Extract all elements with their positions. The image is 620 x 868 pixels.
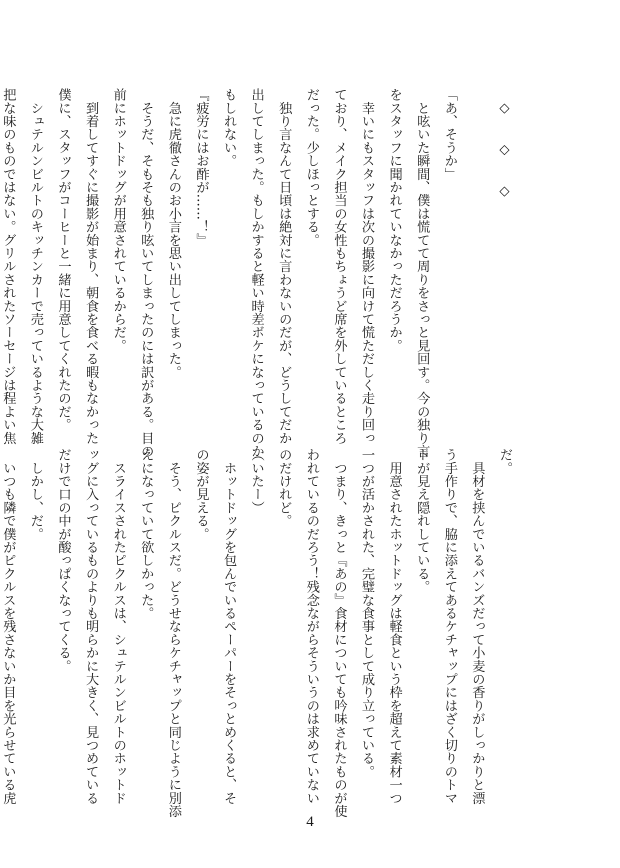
text-line: をスタッフに聞かれていなかっただろうか。 [386, 88, 402, 352]
text-line: 用意されたホットドッグは軽食という枠を超えて素材一つ [386, 448, 402, 805]
text-line: のだけれど。 [276, 448, 292, 528]
page-number: 4 [306, 814, 314, 830]
text-line: ッグに入っているものよりも明らかに大きく、見つめている [83, 448, 99, 805]
text-line: 出してしまった。もしかすると軽い時差ボケになっているのか [248, 88, 264, 458]
text-line: つまり、きっと『あの』食材についても吟味されたものが使 [331, 448, 347, 818]
text-line: 一つが活かされた、完璧な食事として成り立っている。 [359, 448, 375, 778]
text-line: 前にホットドッグが用意されているからだ。 [110, 88, 126, 352]
text-line: ており、メイク担当の女性もちょうど席を外しているところ [331, 88, 347, 445]
text-line: 「あ、そうか」 [441, 88, 457, 181]
text-line: だけで口の中が酸っぱくなってくる。 [55, 448, 71, 673]
text-line: 幸いにもスタッフは次の撮影に向けて慌ただしく走り回っ [359, 88, 375, 445]
text-line: しかし、だ。 [27, 448, 43, 541]
text-line: そう、ピクルスだ。どうせならケチャップと同じように別添 [165, 448, 181, 818]
text-line: そうだ、そもそも独り呟いてしまったのには訳がある。目の [138, 88, 154, 458]
text-line: 到着してすぐに撮影が始まり、朝食を食べる暇もなかった [83, 88, 99, 445]
text-line: われているのだろう！残念ながらそういうのは求めていない [303, 448, 319, 805]
text-line: 把な味のものではない。グリルされたソーセージは程よい焦 [0, 88, 16, 445]
text-line: の姿が見える。 [193, 448, 209, 541]
text-line: だ。 [497, 448, 512, 475]
text-line: シュテルンビルトのキッチンカーで売っているような大雑 [27, 88, 43, 445]
text-line: ◇ ◇ ◇ [497, 88, 512, 199]
lower-text-block [0, 448, 518, 818]
text-line: 僕に、スタッフがコーヒーと一緒に用意してくれたのだ。 [55, 88, 71, 432]
text-line: いつも隣で僕がピクルスを残さないか目を光らせている虎 [0, 448, 16, 805]
text-line: もしれない。 [221, 88, 237, 168]
text-line: だった。少しほっとする。 [303, 88, 319, 247]
text-line [463, 88, 491, 428]
text-line: う手作りで、脇に添えてあるケチャップにはざく切りのトマ [441, 448, 457, 805]
text-line: 『疲労にはお酢が……！』 [193, 88, 209, 247]
text-line: ホットドッグを包んでいるペーパーをそっとめくると、そ [221, 448, 237, 805]
text-line: と呟いた瞬間、僕は慌てて周りをさっと見回す。今の独り言 [414, 88, 430, 458]
text-line: 具材を挟んでいるバンズだって小麦の香りがしっかりと漂 [469, 448, 485, 805]
text-line: （いたー） [248, 448, 264, 514]
text-line: 急に虎徹さんのお小言を思い出してしまった。 [165, 88, 181, 379]
text-line: 独り言なんて日頃は絶対に言わないのだが、どうしてだか [276, 88, 292, 445]
text-line: トが見え隠れしている。 [414, 448, 430, 594]
text-line: えになっていて欲しかった。 [138, 448, 154, 620]
text-line: スライスされたピクルスは、シュテルンビルトのホットド [110, 448, 126, 805]
upper-text-block [0, 88, 518, 458]
